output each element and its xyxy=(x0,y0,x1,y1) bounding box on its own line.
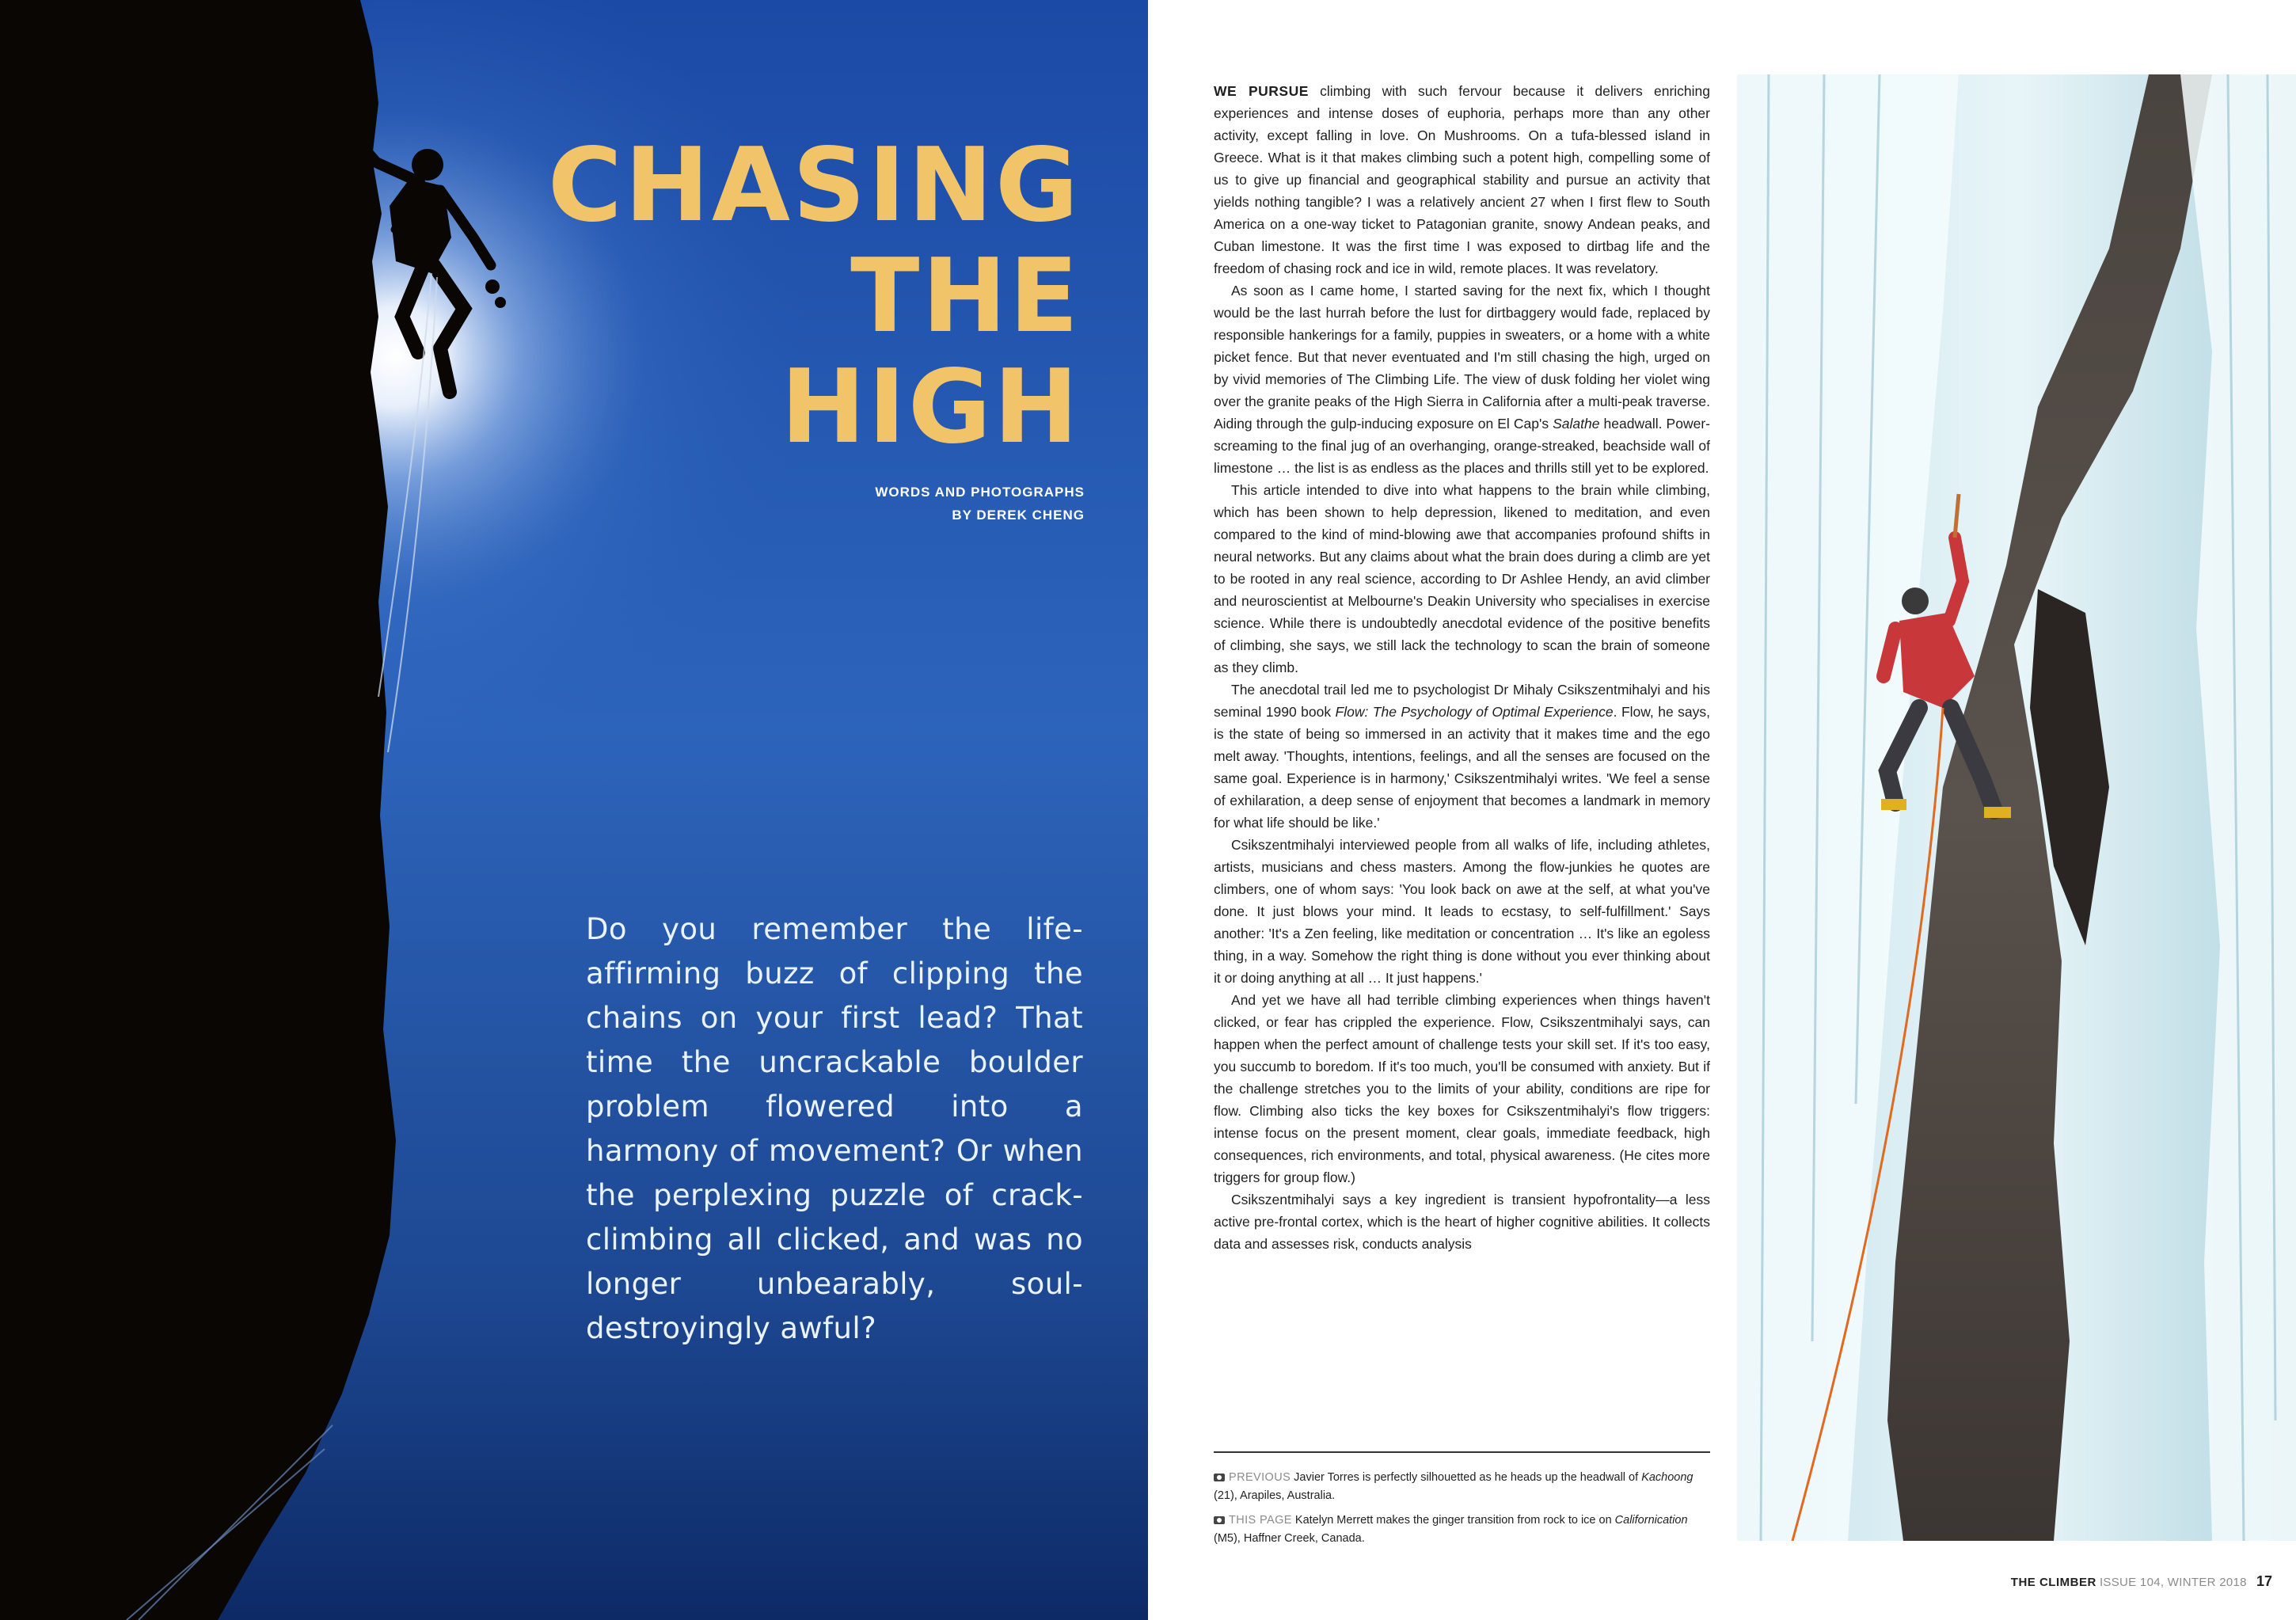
camera-icon xyxy=(1214,1516,1225,1524)
caption-previous-route: Kachoong xyxy=(1641,1471,1693,1484)
byline xyxy=(713,481,1085,527)
caption-previous-label: PREVIOUS xyxy=(1229,1471,1291,1484)
caption-previous-text-b: (21), Arapiles, Australia. xyxy=(1214,1489,1336,1502)
article-body xyxy=(1214,80,1710,1255)
paragraph-2-text-a: As soon as I came home, I started saving for the next fix, which I thought would be the last hurrah before the lust for dirtbaggery would fade, replaced by responsible hankerings for a family, puppies in sweaters, or a home with a white picket fence. But that never eventuated and I'm still chasing the high, urged on by vivid memories of The Climbing Life. The view of dusk folding her violet wing over the granite peaks of the High Sierra in California after a multi-peak traverse. Aiding through the gulp-inducing exposure on El Cap's xyxy=(1214,283,1710,432)
caption-this-page-text-b: (M5), Haffner Creek, Canada. xyxy=(1214,1532,1365,1545)
caption-this-page-label: THIS PAGE xyxy=(1229,1514,1292,1527)
ice-climber-photo xyxy=(1737,74,2296,1541)
byline-line-1: WORDS AND PHOTOGRAPHS xyxy=(875,485,1085,500)
article-paragraph-2 xyxy=(1214,280,1710,479)
caption-divider xyxy=(1214,1451,1710,1453)
standfirst: Do you remember the life-affirming buzz of clipping the chains on your first lead? That time the uncrackable boulder problem flowered into a harmony of movement? Or when the perplexing puzzle of crack-climbing all clicked, and was no longer unbearably, soul-destroyingly awful? xyxy=(586,912,1083,1345)
issue-info: ISSUE 104, WINTER 2018 xyxy=(2099,1576,2247,1589)
paragraph-1-text: climbing with such fervour because it delivers enriching experiences and intense doses of euphoria, perhaps more than any other activity, except falling in love. On Mushrooms. On a tufa-blessed island in Greece. What is it that makes climbing such a potent high, compelling some of us to give up financial and geographical stability and pursue an activity that yields nothing tangible? I was a relatively ancient 27 when I first flew to South America on a one-way ticket to Patagonian granite, snowy Andean peaks, and Cuban limestone. It was the first time I was exposed to dirtbag life and the freedom of chasing rock and ice in wild, remote places. It was revelatory. xyxy=(1214,83,1710,276)
article-paragraph-7: Csikszentmihalyi says a key ingredient is transient hypofrontality—a less active pre-frontal cortex, which is the heart of higher cognitive abilities. It collects data and assesses risk, conducts analysis xyxy=(1214,1192,1710,1252)
caption-this-page-route: Californication xyxy=(1614,1514,1688,1527)
article-paragraph-1 xyxy=(1214,80,1710,280)
magazine-name: THE CLIMBER xyxy=(2010,1576,2096,1589)
caption-this-page xyxy=(1214,1512,1710,1548)
headline-line-2: THE xyxy=(850,238,1081,356)
page-number: 17 xyxy=(2256,1573,2272,1589)
route-name-salathe: Salathe xyxy=(1553,416,1600,432)
headline-line-1: CHASING xyxy=(547,127,1081,245)
caption-previous-text-a: Javier Torres is perfectly silhouetted as he heads up the headwall of xyxy=(1291,1471,1642,1484)
article-headline xyxy=(507,127,1081,466)
paragraph-4-text-a: The anecdotal trail led me to psychologist Dr Mihaly Csikszentmihalyi and his seminal 1990 book xyxy=(1214,682,1710,720)
caption-this-page-text-a: Katelyn Merrett makes the ginger transition from rock to ice on xyxy=(1291,1514,1615,1527)
camera-icon xyxy=(1214,1474,1225,1481)
paragraph-4-text-b: . Flow, he says, is the state of being so immersed in an activity that it makes time and the ego melt away. 'Thoughts, intentions, feelings, and all the senses are focused on the same goal. Experience is in harmony,' Csikszentmihalyi writes. 'We feel a sense of exhilaration, a deep sense of enjoyment that becomes a landmark in memory for what life should be like.' xyxy=(1214,704,1710,831)
byline-line-2: BY DEREK CHENG xyxy=(952,508,1085,523)
headline-line-3: HIGH xyxy=(781,348,1081,466)
article-paragraph-4 xyxy=(1214,679,1710,834)
article-paragraph-3: This article intended to dive into what happens to the brain while climbing, which has been shown to help depression, likened to meditation, and even compared to the kind of mind-blowing awe that accompanies profound shifts in neural networks. But any claims about what the brain does during a climb are yet to be rooted in any real science, according to Dr Ashlee Hendy, an avid climber and neuroscientist at Melbourne's Deakin University who specialises in exercise science. While there is undoubtedly anecdotal evidence of the positive benefits of climbing, she says, we still lack the technology to scan the brain of someone as they climb. xyxy=(1214,482,1710,675)
book-title: Flow: The Psychology of Optimal Experience xyxy=(1335,704,1614,720)
article-paragraph-5: Csikszentmihalyi interviewed people from all walks of life, including athletes, artists, musicians and chess masters. Among the flow-junkies he quotes are climbers, one of whom says: 'You look back on awe at the self, at what you've done. It just blows your mind. It leads to ecstasy, to self-fulfillment.' Says another: 'It's a Zen feeling, like meditation or concentration … It's like an egoless thing, in a way. Somehow the right thing is done without you ever thinking about it or doing anything at all … It just happens.' xyxy=(1214,837,1710,986)
run-in-lead: WE PURSUE xyxy=(1214,83,1309,99)
caption-previous xyxy=(1214,1469,1710,1505)
right-page xyxy=(1148,0,2296,1620)
article-paragraph-6: And yet we have all had terrible climbing experiences when things haven't clicked, or fear has crippled the experience. Flow, Csikszentmihalyi says, can happen when the perfect amount of challenge tests your skill set. If it's too easy, you succumb to boredom. If it's too much, you'll be consumed with anxiety. But if the challenge stretches you to the limits of your ability, conditions are ripe for flow. Climbing also ticks the key boxes for Csikszentmihalyi's flow triggers: intense focus on the present moment, clear goals, immediate feedback, high consequences, rich environments, and total, physical awareness. (He cites more triggers for group flow.) xyxy=(1214,992,1710,1185)
paragraph-2-text-b: headwall. Power-screaming to the final jug of an overhanging, orange-streaked, beachside wall of limestone … the list is as endless as the places and thrills still yet to be explored. xyxy=(1214,416,1710,476)
page-footer xyxy=(1979,1572,2272,1591)
